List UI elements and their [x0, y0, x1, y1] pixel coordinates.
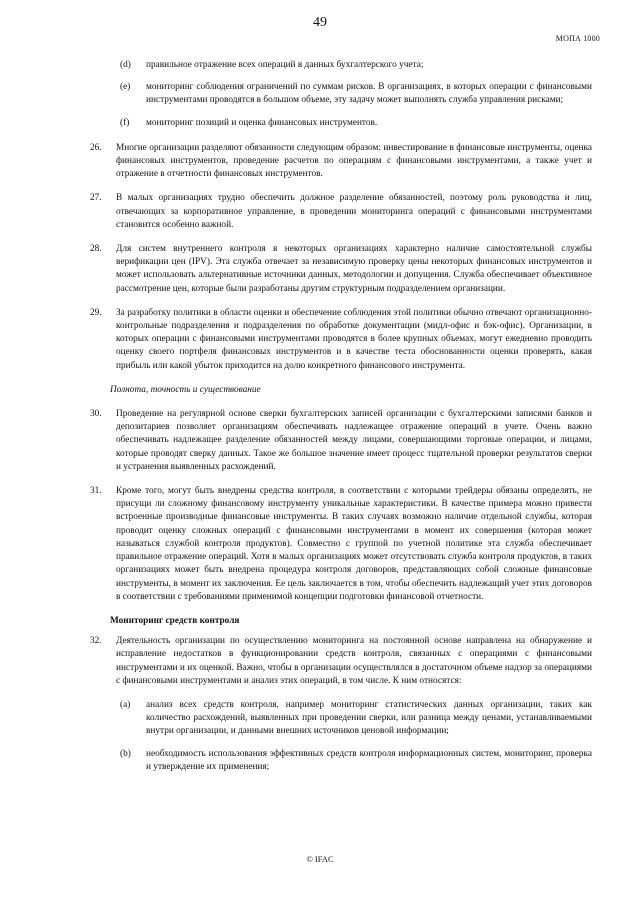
paragraph-31	[90, 485, 592, 604]
paragraph-text: За разработку политики в области оценки и обеспечение соблюдения этой политики обычно отвечают организационно-контрольные подразделения и подразделения по обработке документации (мидл-офис и бэк-офис). Организации, в которых операции с финансовыми инструментами проводятся в более крупных объемах, могут ежедневно проводить оценку своего портфеля финансовых инструментов и в качестве теста обоснованности оценки проверять, какая прибыль или какой убыток приходится на долю конкретного финансового инструмента.	[116, 307, 592, 371]
footer-copyright: © IFAC	[306, 854, 334, 864]
paragraph-text: Кроме того, могут быть внедрены средства контроля, в соответствии с которыми трейдеры обязаны определять, не присущи ли сложному финансовому инструменту уникальные характеристики. В качестве примера можно привести встроенные производные финансовые инструменты. В таких случаях возможно наличие отдельной службы, которая проводит оценку сложных операций с финансовыми инструментами в момент их совершения (которая может называться службой контроля продуктов). Совместно с группой по учетной политике эта служба обеспечивает правильное отражение операций. Хотя в малых организациях может отсутствовать служба контроля продуктов, в таких организациях может быть внедрена процедура контроля договоров, представляющих собой сложные финансовые инструменты, в момент их заключения. Ее цель заключается в том, чтобы обеспечить надлежащий учет этих договоров в соответствии с требованиями применимой концепции подготовки финансовой отчетности.	[116, 486, 592, 602]
list-item	[116, 59, 592, 72]
paragraph-text: Многие организации разделяют обязанности следующим образом: инвестирование в финансовые инструменты, оценка финансовых инструментов, проведение расчетов по операциям с финансовыми инструментами, а также учет и отражение в отчетности финансовых инструментов.	[116, 142, 592, 180]
paragraph-number: 28.	[90, 244, 102, 255]
paragraph-number: 30.	[90, 409, 102, 420]
paragraph-28	[90, 243, 592, 296]
paragraph-27	[90, 192, 592, 232]
paragraph-29	[90, 307, 592, 373]
subheading: Полнота, точность и существование	[110, 384, 261, 395]
page-number: 49	[313, 15, 327, 30]
list-item	[116, 117, 592, 130]
paragraph-number: 27.	[90, 193, 102, 204]
section-heading: Мониторинг средств контроля	[110, 615, 240, 626]
item-letter: (b)	[120, 748, 131, 759]
paragraph-text: Проведение на регулярной основе сверки бухгалтерских записей организации с бухгалтерскими записями банков и депозитариев позволяет организациям обеспечивать надлежащее отражение операций в учете. Очень важно обеспечивать надлежащее разделение обязанностей между лицами, совершающими торговые операции, и лицами, которые проводят сверку данных. Такое же большое значение имеет процесс тщательной проверки результатов сверки и устранения выявленных расхождений.	[116, 409, 592, 472]
paragraph-text: В малых организациях трудно обеспечить должное разделение обязанностей, поэтому роль руководства и лиц, отвечающих за корпоративное управление, в проведении мониторинга операций с финансовыми инструментами становится особенно важной.	[116, 193, 592, 230]
header-code: МОПА 1000	[555, 34, 600, 43]
document-body	[90, 59, 592, 783]
paragraph-number: 26.	[90, 142, 102, 153]
item-text: мониторинг соблюдения ограничений по суммам рисков. В организациях, в которых операции с финансовыми инструментами проводятся в большом объеме, эту задачу может выполнять служба управления рисками;	[146, 82, 592, 106]
list-item	[116, 699, 592, 739]
paragraph-number: 32.	[90, 636, 102, 647]
paragraph-number: 29.	[90, 307, 102, 318]
item-text: необходимость использования эффективных средств контроля информационных систем, мониторинг, проверка и утверждение их применения;	[146, 748, 592, 772]
paragraph-text: Деятельность организации по осуществлению мониторинга на постоянной основе направлена на обнаружение и исправление недостатков в функционировании средств контроля, связанных с операциями с финансовыми инструментами и их оценкой. Важно, чтобы в организации осуществлялся в достаточном объеме надзор за операциями с финансовыми инструментами и анализ этих операций, в том числе. К ним относятся:	[116, 636, 592, 686]
paragraph-26	[90, 142, 592, 182]
item-text: анализ всех средств контроля, например мониторинг статистических данных организации, таких как количество расхождений, выявленных при проведении сверки, или разница между ценами, устанавливаемыми внутри организации, и данными внешних источников ценовой информации;	[146, 699, 592, 737]
list-item	[116, 748, 592, 774]
item-letter: (f)	[120, 117, 130, 128]
item-text: правильное отражение всех операций в данных бухгалтерского учета;	[146, 60, 424, 70]
paragraph-number: 31.	[90, 486, 102, 497]
paragraph-32	[90, 635, 592, 688]
list-item	[116, 81, 592, 107]
item-text: мониторинг позиций и оценка финансовых инструментов.	[146, 117, 378, 128]
item-letter: (a)	[120, 699, 131, 710]
item-letter: (e)	[120, 82, 131, 93]
item-letter: (d)	[120, 60, 131, 70]
paragraph-text: Для систем внутреннего контроля в некоторых организациях характерно наличие самостоятельной службы верификации цен (IPV). Эта служба отвечает за независимую проверку цены некоторых финансовых инструментов и может использовать альтернативные источники данных, методологии и допущения. Служба обеспечивает объективное рассмотрение цен, которые были разработаны другим структурным подразделением организации.	[116, 244, 592, 294]
paragraph-30	[90, 408, 592, 474]
